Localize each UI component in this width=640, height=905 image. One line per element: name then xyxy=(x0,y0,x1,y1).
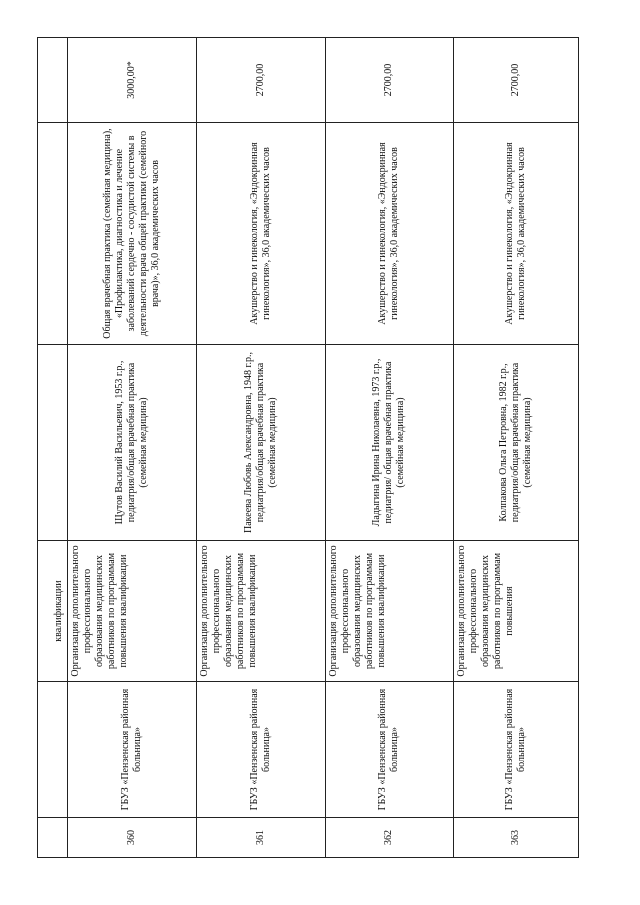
table-row xyxy=(325,38,454,858)
cell-person: Пакеева Любовь Александровна, 1948 г.р., педиатрия/общая врачебная практика (семейная медицина) xyxy=(196,345,325,541)
cell-person: Щутов Василий Васильевич, 1953 г.р., педиатрия/общая врачебная практика (семейная медицина) xyxy=(68,345,197,541)
table-row xyxy=(454,38,579,858)
cell-course: Акушерство и гинекология, «Эндокринная гинекология», 36,0 академических часов xyxy=(454,123,579,345)
cell-course: Общая врачебная практика (семейная медицина), «Профилактика, диагностика и лечение заболеваний сердечно - сосудистой системы в деятельности врача общей практики (семейного врача)», 36,0 академических часов xyxy=(68,123,197,345)
cell-training-form: Организация дополнительного профессионального образования медицинских работников по программам повышения квалификации xyxy=(68,541,197,682)
cell-training-form: Организация дополнительного профессионального образования медицинских работников по программам повышения квалификации xyxy=(325,541,454,682)
cell-training-form: Организация дополнительного профессионального образования медицинских работников по программам повышения xyxy=(454,541,579,682)
cell-organization: ГБУЗ «Пензенская районная больница» xyxy=(325,682,454,818)
continuation-row xyxy=(38,38,68,858)
cell-cost: 2700,00 xyxy=(454,38,579,123)
cell-person: Колпакова Ольга Петровна, 1982 г.р., педиатрия/общая врачебная практика (семейная медицина) xyxy=(454,345,579,541)
cell-organization: ГБУЗ «Пензенская районная больница» xyxy=(454,682,579,818)
cell-number: 362 xyxy=(325,818,454,858)
cell-organization: ГБУЗ «Пензенская районная больница» xyxy=(68,682,197,818)
cell-empty xyxy=(38,345,68,541)
qualification-table xyxy=(37,37,579,858)
cell-number: 361 xyxy=(196,818,325,858)
cell-cost: 2700,00 xyxy=(325,38,454,123)
cell-cost: 3000,00* xyxy=(68,38,197,123)
cell-course: Акушерство и гинекология, «Эндокринная гинекология», 36,0 академических часов xyxy=(196,123,325,345)
rotated-table-wrapper xyxy=(37,38,579,858)
cell-number: 360 xyxy=(68,818,197,858)
cell-number: 363 xyxy=(454,818,579,858)
table-row xyxy=(68,38,197,858)
table-row xyxy=(196,38,325,858)
cell-empty xyxy=(38,123,68,345)
cell-empty xyxy=(38,38,68,123)
cell-empty xyxy=(38,818,68,858)
cell-training-form: Организация дополнительного профессионального образования медицинских работников по программам повышения квалификации xyxy=(196,541,325,682)
cell-organization: ГБУЗ «Пензенская районная больница» xyxy=(196,682,325,818)
cell-course: Акушерство и гинекология, «Эндокринная гинекология», 36,0 академических часов xyxy=(325,123,454,345)
cell-empty xyxy=(38,682,68,818)
cell-person: Ладыгина Ирина Николаевна, 1973 г.р., педиатрия/ общая врачебная практика (семейная медицина) xyxy=(325,345,454,541)
cell-form-tail: квалификации xyxy=(38,541,68,682)
cell-cost: 2700,00 xyxy=(196,38,325,123)
